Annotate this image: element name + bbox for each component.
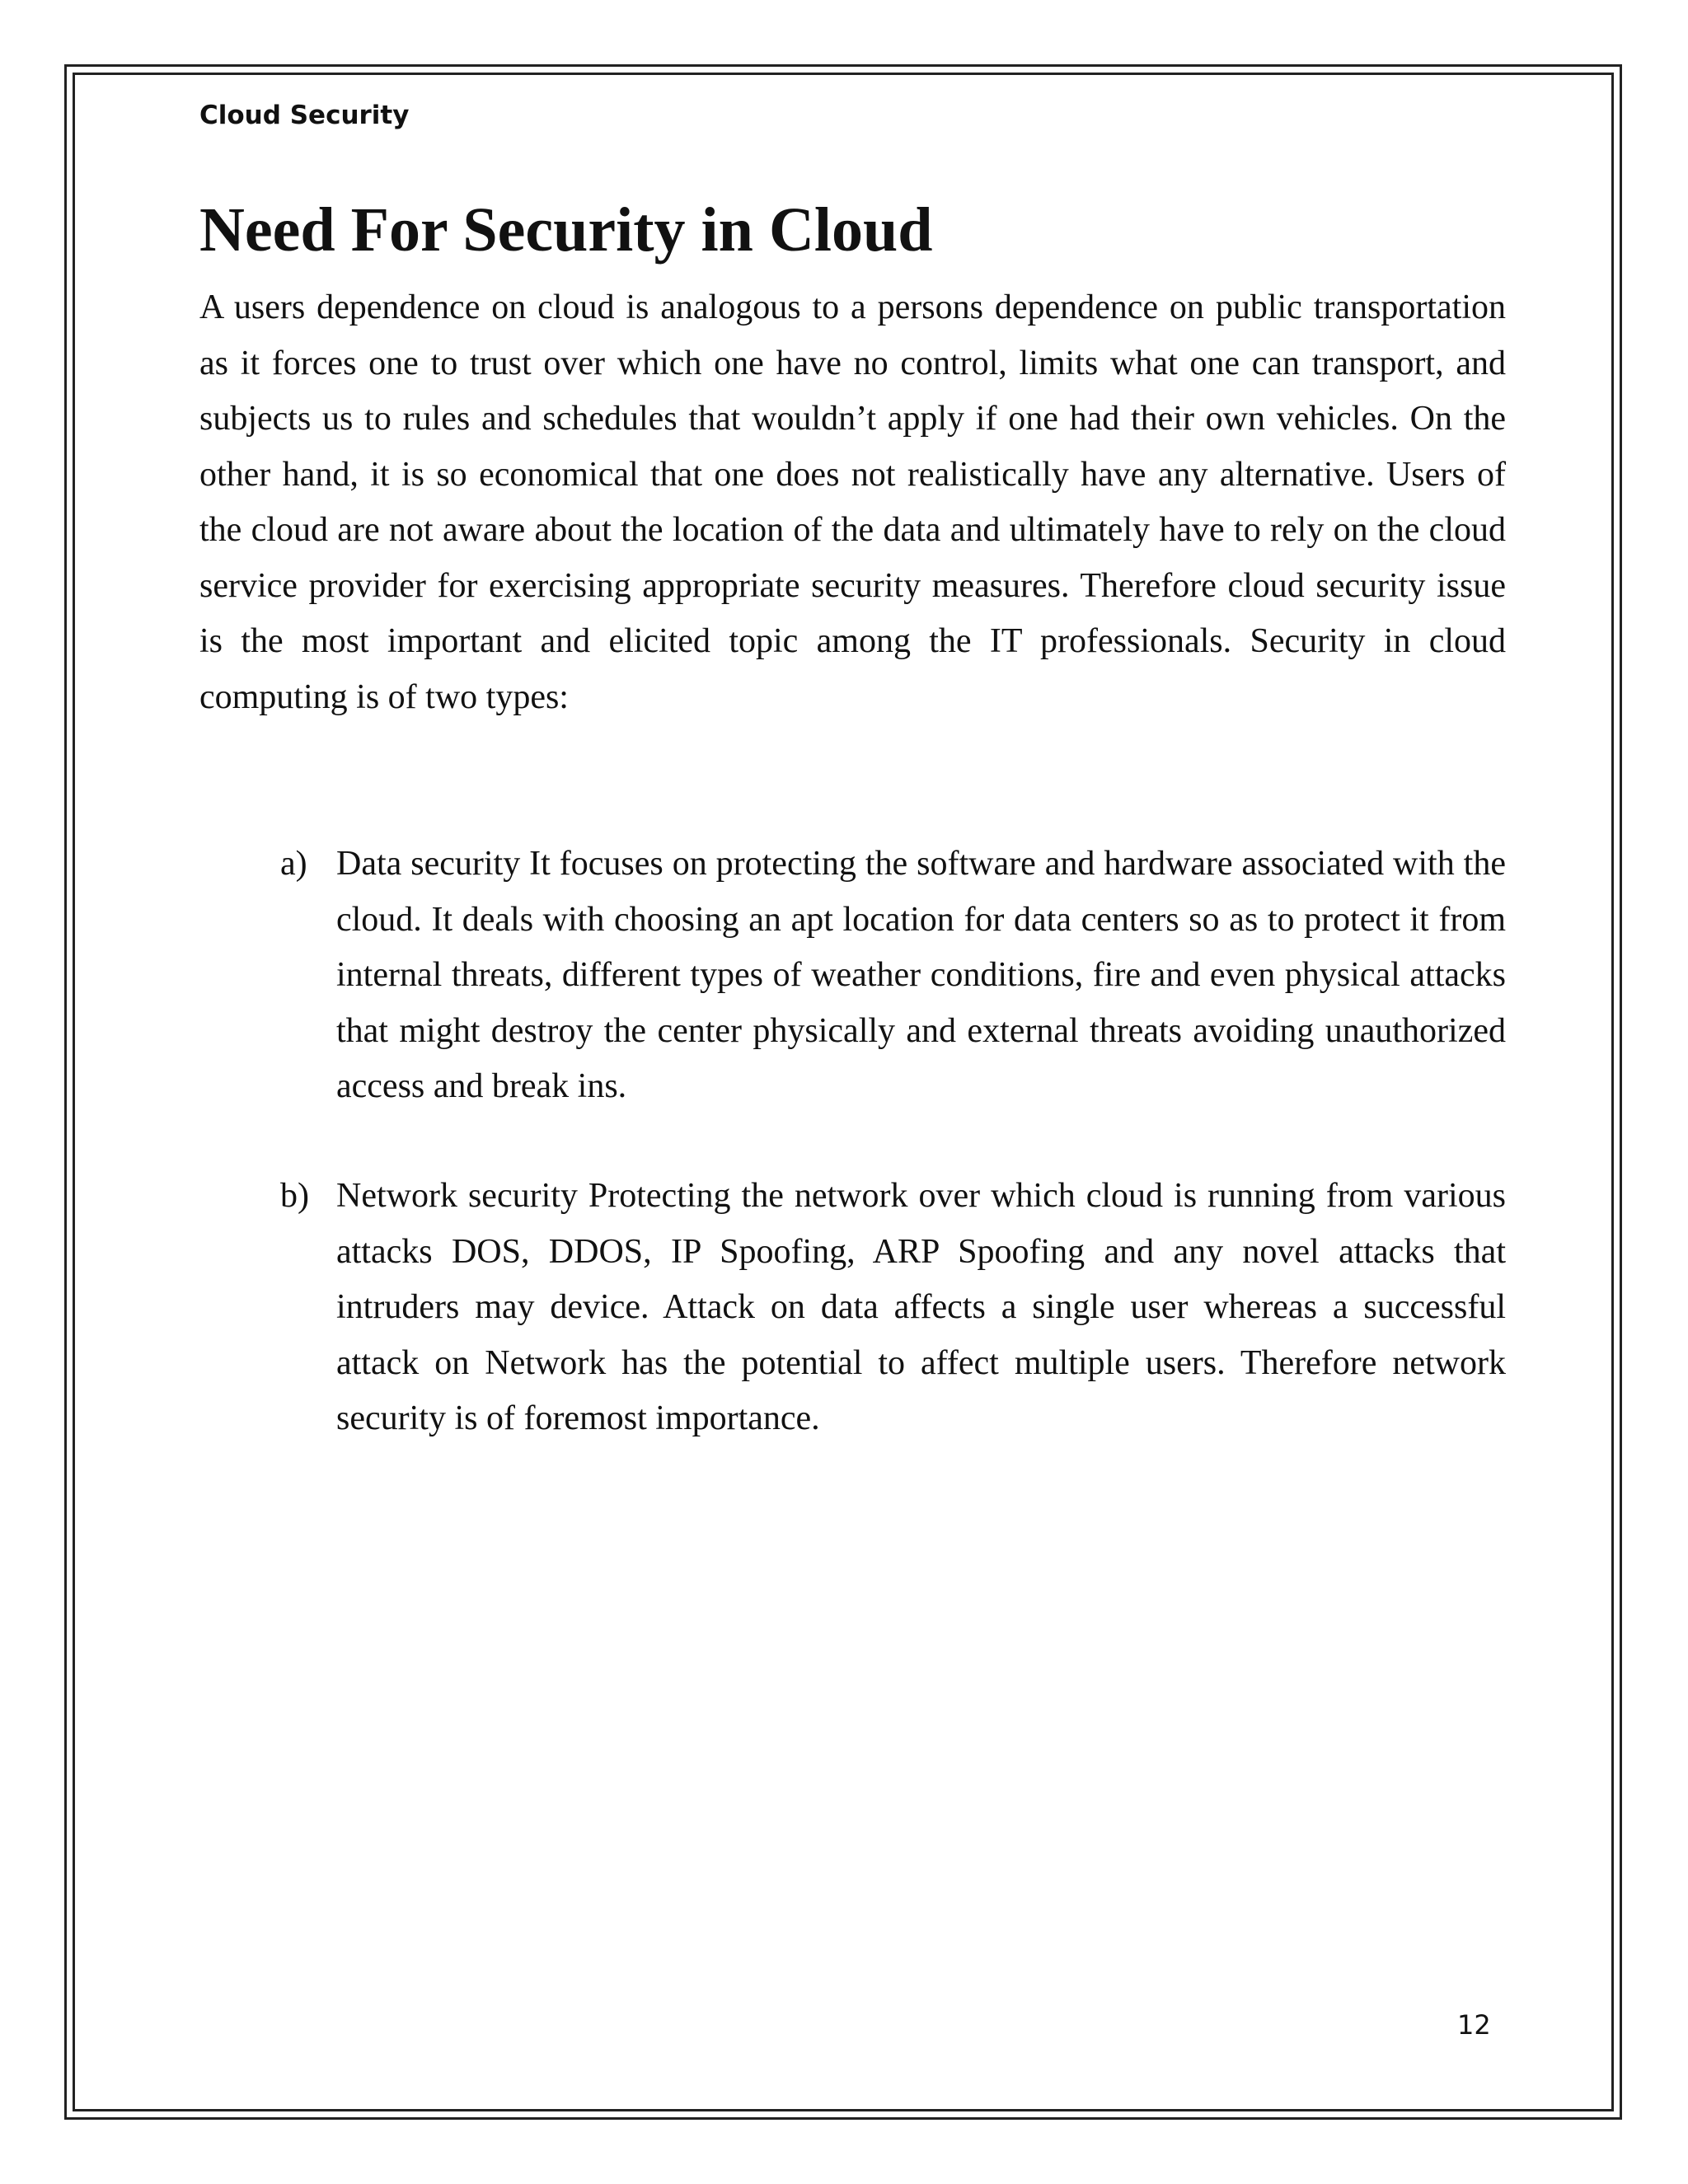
list-item-data-security [280,837,1506,1115]
list-item-text: Network security Protecting the network over which cloud is running from various attacks DOS, DDOS, IP Spoofing, ARP Spoofing and any novel attacks that intruders may device. Attack on data affects a single user whereas a successful attack on Network has the potential to affect multiple users. Therefore network security is of foremost importance. [336,1177,1506,1437]
list-item-text: Data security It focuses on protecting the software and hardware associated with the cloud. It deals with choosing an apt location for data centers so as to protect it from internal threats, different types of weather conditions, fire and even physical attacks that might destroy the center physically and external threats avoiding unauthorized access and break ins. [336,845,1506,1105]
list-item-network-security [280,1169,1506,1447]
page-title: Need For Security in Cloud [199,195,933,265]
list-marker: a) [280,845,307,883]
page-number: 12 [1457,2009,1491,2041]
list-marker: b) [280,1177,309,1215]
running-header: Cloud Security [199,101,410,130]
intro-paragraph: A users dependence on cloud is analogous to a persons dependence on public transportation as it forces one to trust over which one have no control, limits what one can transport, and subjects us to rules and schedules that wouldn’t apply if one had their own vehicles. On the other hand, it is so economical that one does not realistically have any alternative. Users of the cloud are not aware about the location of the data and ultimately have to rely on the cloud service provider for exercising appropriate security measures. Therefore cloud security issue is the most important and elicited topic among the IT professionals. Security in cloud computing is of two types: [199,288,1506,716]
